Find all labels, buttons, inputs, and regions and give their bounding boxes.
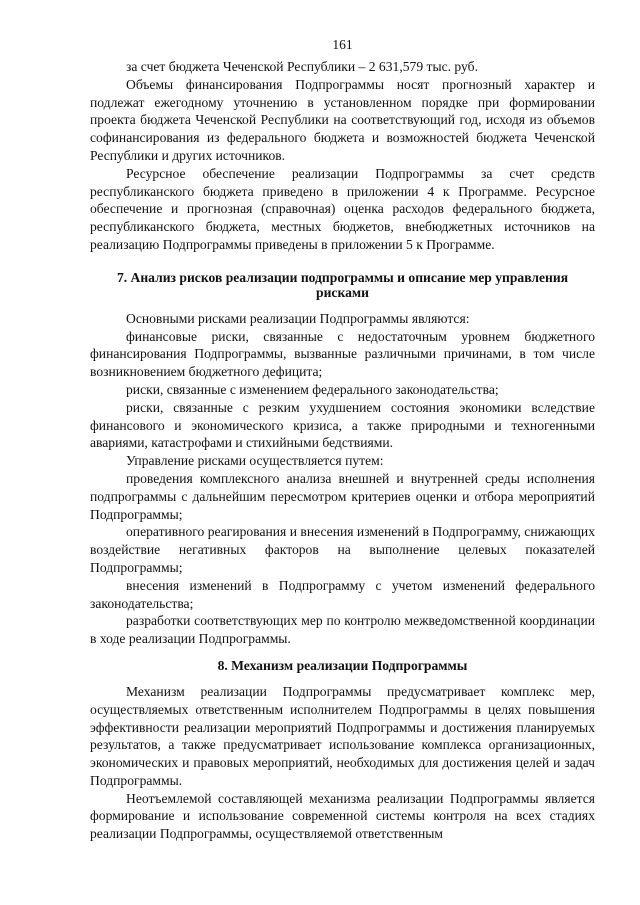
paragraph: Управление рисками осуществляется путем: xyxy=(126,453,384,469)
paragraph: оперативного реагирования и внесения изменений в Подпрограмму, снижающих воздействие негативных факторов на выполнение целевых показателей Подпрограммы; xyxy=(90,524,595,575)
spacer xyxy=(90,648,595,658)
spacer xyxy=(90,300,595,310)
spacer xyxy=(90,673,595,683)
section-heading-risks: 7. Анализ рисков реализации подпрограммы и описание мер управления рисками xyxy=(116,269,569,300)
document-body xyxy=(90,58,595,843)
paragraph: Объемы финансирования Подпрограммы носят прогнозный характер и подлежат ежегодному уточнению в установленном порядке при формировании проекта бюджета Чеченской Республики на соответствующий год, исходя из объемов софинансирования из федерального бюджета и возможностей бюджета Чеченской Республики и других источников. xyxy=(90,76,595,163)
spacer xyxy=(90,254,595,270)
paragraph: Неотъемлемой составляющей механизма реализации Подпрограммы является формирование и использование современной системы контроля на всех стадиях реализации Подпрограммы, осуществляемой ответственным xyxy=(90,790,595,842)
paragraph: риски, связанные с резким ухудшением состояния экономики вследствие финансового и экономического кризиса, а также природными и техногенными авариями, катастрофами и стихийными бедствиями. xyxy=(90,399,595,451)
paragraph: финансовые риски, связанные с недостаточным уровнем бюджетного финансирования Подпрограммы, вызванные различными причинами, в том числе возникновением бюджетного дефицита; xyxy=(90,328,595,380)
paragraph: разработки соответствующих мер по контролю межведомственной координации в ходе реализации Подпрограммы. xyxy=(90,613,595,647)
paragraph: проведения комплексного анализа внешней и внутренней среды исполнения подпрограммы с дальнейшим пересмотром критериев оценки и отбора мероприятий Подпрограммы; xyxy=(90,470,595,522)
paragraph: Ресурсное обеспечение реализации Подпрограммы за счет средств республиканского бюджета приведено в приложении 4 к Программе. Ресурсное обеспечение и прогнозная (справочная) оценка расходов федерального бюджета, республиканского бюджета, местных бюджетов, внебюджетных источников на реализацию Подпрограммы приведены в приложении 5 к Программе. xyxy=(90,165,595,252)
paragraph: внесения изменений в Подпрограмму с учетом изменений федерального законодательства; xyxy=(90,577,595,611)
paragraph: Основными рисками реализации Подпрограммы являются: xyxy=(126,310,470,326)
paragraph: Механизм реализации Подпрограммы предусматривает комплекс мер, осуществляемых ответственным исполнителем Подпрограммы в целях повышения эффективности реализации мероприятий Подпрограммы и достижения планируемых результатов, а также предусматривает использование комплекса организационных, экономических и правовых мероприятий, необходимых для достижения целей и задач Подпрограммы. xyxy=(90,683,595,788)
paragraph: за счет бюджета Чеченской Республики – 2 631,579 тыс. руб. xyxy=(126,59,478,74)
paragraph: риски, связанные с изменением федерального законодательства; xyxy=(126,381,499,397)
section-heading-mechanism: 8. Механизм реализации Подпрограммы xyxy=(217,657,468,673)
page-number: 161 xyxy=(332,37,353,52)
